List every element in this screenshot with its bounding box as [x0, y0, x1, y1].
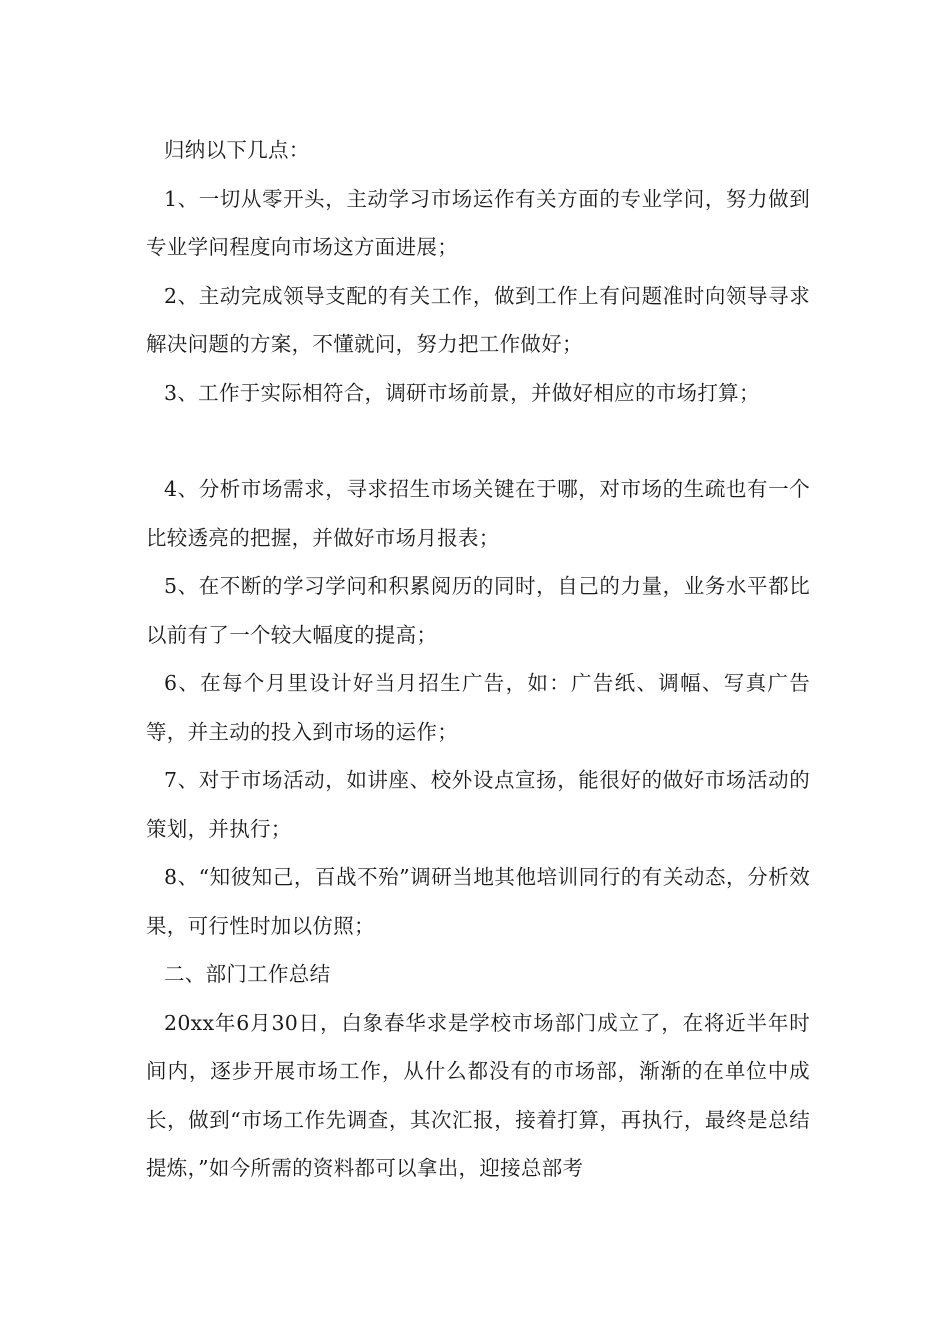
paragraph-gap — [146, 417, 810, 465]
paragraph-item-1: 1、一切从零开头，主动学习市场运作有关方面的专业学问，努力做到专业学问程度向市场这方面进展； — [146, 186, 810, 259]
paragraph-item-2: 2、主动完成领导支配的有关工作，做到工作上有问题准时向领导寻求解决问题的方案，不懂就问，努力把工作做好； — [146, 283, 810, 356]
paragraph-summary: 20xx年6月30日，白象春华求是学校市场部门成立了，在将近半年时间内，逐步开展市场工作，从什么都没有的市场部，渐渐的在单位中成长，做到“市场工作先调查，其次汇报，接着打算，再执行，最终是总结提炼，”如今所需的资料都可以拿出，迎接总部考 — [146, 1010, 810, 1180]
paragraph-item-4: 4、分析市场需求，寻求招生市场关键在于哪，对市场的生疏也有一个比较透亮的把握，并做好市场月报表； — [146, 477, 810, 550]
paragraph-item-7: 7、对于市场活动，如讲座、校外设点宣扬，能很好的做好市场活动的策划，并执行； — [146, 768, 810, 841]
document-body — [146, 126, 810, 1193]
paragraph-item-6: 6、在每个月里设计好当月招生广告，如：广告纸、调幅、写真广告等，并主动的投入到市场的运作； — [146, 671, 810, 744]
paragraph-intro: 归纳以下几点： — [164, 138, 310, 162]
paragraph-item-3: 3、工作于实际相符合，调研市场前景，并做好相应的市场打算； — [164, 380, 760, 405]
paragraph-item-5: 5、在不断的学习学问和积累阅历的同时，自己的力量，业务水平都比以前有了一个较大幅度的提高； — [146, 574, 810, 647]
section-heading: 二、部门工作总结 — [164, 962, 331, 986]
paragraph-item-8: 8、“知彼知己，百战不殆”调研当地其他培训同行的有关动态，分析效果，可行性时加以仿照； — [146, 865, 810, 938]
